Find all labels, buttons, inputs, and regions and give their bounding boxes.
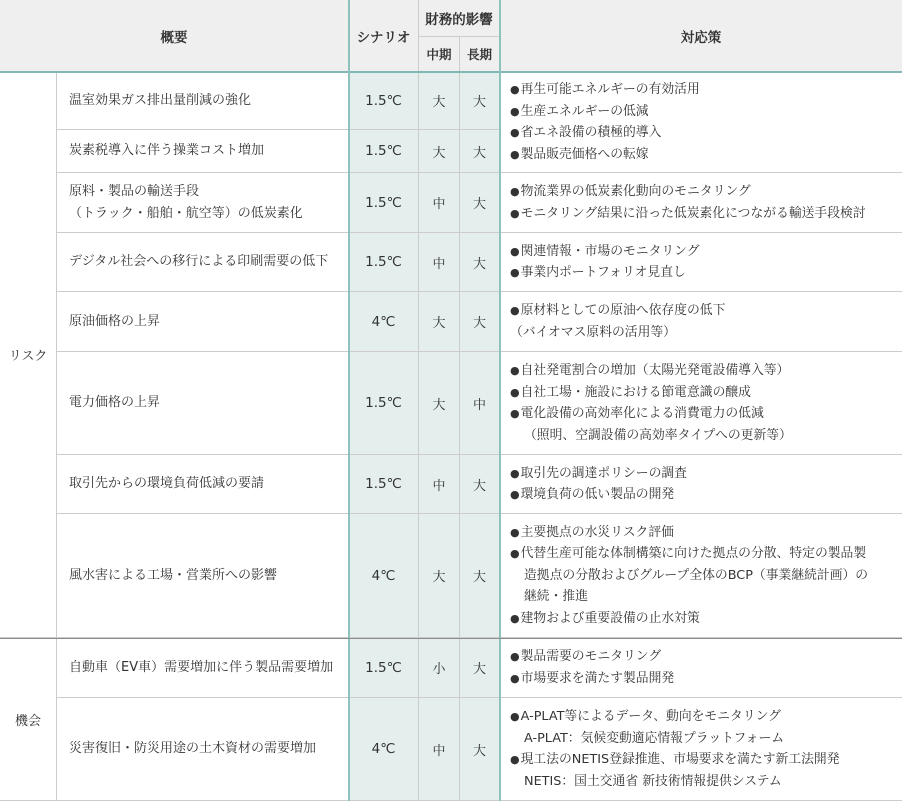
long-term-impact-cell: 大 <box>460 72 500 130</box>
summary-text <box>69 90 251 112</box>
scenario-cell: 1.5℃ <box>349 638 419 698</box>
summary-cell <box>57 292 349 352</box>
measure-item: ● 物流業界の低炭素化動向のモニタリング <box>510 181 902 203</box>
measures-list <box>510 241 902 284</box>
mid-term-impact-cell: 中 <box>419 455 460 514</box>
measures-cell <box>500 352 902 455</box>
summary-line: 取引先からの環境負荷低減の要請 <box>69 476 265 491</box>
category-risk-label: リスク <box>8 349 48 364</box>
header-scenario <box>349 0 419 72</box>
summary-text <box>69 140 264 162</box>
summary-text <box>69 738 316 760</box>
summary-text <box>69 392 160 414</box>
mid-term-impact-cell: 中 <box>419 698 460 801</box>
measures-list <box>510 646 902 689</box>
measures-list <box>510 522 902 630</box>
mid-term-impact-cell: 大 <box>419 514 460 638</box>
header-long-term <box>460 37 500 72</box>
summary-text <box>69 251 328 273</box>
measures-list <box>510 79 902 165</box>
summary-text <box>69 473 264 495</box>
long-term-impact-cell: 大 <box>460 638 500 698</box>
measure-item: ● 取引先の調達ポリシーの調査 <box>510 463 902 485</box>
summary-line: 自動車（EV車）需要増加に伴う製品需要増加 <box>69 659 334 675</box>
mid-term-impact-cell: 大 <box>419 352 460 455</box>
measures-cell <box>500 72 902 173</box>
scenario-cell: 1.5℃ <box>349 130 419 173</box>
summary-cell <box>57 514 349 638</box>
summary-cell <box>57 638 349 698</box>
header-measures-label: 対応策 <box>680 29 722 46</box>
measures-cell <box>500 638 902 698</box>
scenario-cell: 1.5℃ <box>349 72 419 130</box>
measures-cell <box>500 698 902 801</box>
measure-item: ● 市場要求を満たす製品開発 <box>510 668 902 690</box>
summary-line: 原油価格の上昇 <box>69 313 161 329</box>
measures-list <box>510 300 902 343</box>
summary-line: 風水害による工場・営業所への影響 <box>69 567 278 583</box>
header-divider <box>0 71 902 73</box>
summary-cell <box>57 455 349 514</box>
scenario-cell: 1.5℃ <box>349 455 419 514</box>
summary-line: 電力価格の上昇 <box>69 395 161 410</box>
header-measures <box>500 0 902 72</box>
scenario-cell: 1.5℃ <box>349 352 419 455</box>
measures-list <box>510 463 902 506</box>
mid-term-impact-cell: 小 <box>419 638 460 698</box>
measure-item: ● 電化設備の高効率化による消費電力の低減 <box>510 403 902 425</box>
mid-term-impact-cell: 中 <box>419 233 460 292</box>
measures-list <box>510 181 902 224</box>
summary-line: 原料・製品の輸送手段 <box>69 183 200 199</box>
summary-line: 炭素税導入に伴う操業コスト増加 <box>69 143 265 158</box>
scenario-cell: 4℃ <box>349 698 419 801</box>
category-separator <box>0 638 902 639</box>
measure-item: ● 自社発電割合の増加（太陽光発電設備導入等） <box>510 360 902 382</box>
long-term-impact-cell: 大 <box>460 455 500 514</box>
long-term-impact-cell: 大 <box>460 173 500 233</box>
summary-line: 温室効果ガス排出量削減の強化 <box>69 92 252 108</box>
long-term-impact-cell: 大 <box>460 698 500 801</box>
measure-item: ● 原材料としての原油へ依存度の低下 <box>510 300 902 322</box>
summary-line: デジタル社会への移行による印刷需要の低下 <box>69 254 329 269</box>
scenario-cell: 1.5℃ <box>349 233 419 292</box>
measures-cell <box>500 292 902 352</box>
measures-divider-left <box>499 0 501 801</box>
summary-cell <box>57 233 349 292</box>
measures-list <box>510 360 902 446</box>
mid-term-impact-cell: 大 <box>419 130 460 173</box>
summary-cell <box>57 352 349 455</box>
summary-text <box>69 311 160 333</box>
measures-cell <box>500 455 902 514</box>
mid-term-impact-cell: 大 <box>419 72 460 130</box>
long-term-impact-cell: 大 <box>460 292 500 352</box>
scenario-cell: 4℃ <box>349 514 419 638</box>
measure-item: ● 環境負荷の低い製品の開発 <box>510 484 902 506</box>
long-term-impact-cell: 大 <box>460 130 500 173</box>
measure-item: ● 省エネ設備の積極的導入 <box>510 122 902 144</box>
category-opportunity-label: 機会 <box>14 713 41 729</box>
measure-continuation: （照明、空調設備の高効率タイプへの更新等） <box>524 427 792 443</box>
long-term-impact-cell: 中 <box>460 352 500 455</box>
mid-term-impact-cell: 大 <box>419 292 460 352</box>
summary-cell <box>57 130 349 173</box>
measure-continuation: （バイオマス原料の活用等） <box>510 324 676 340</box>
measure-item: ● 再生可能エネルギーの有効活用 <box>510 79 902 101</box>
header-scenario-label: シナリオ <box>356 29 411 46</box>
summary-line: （トラック・船舶・航空等）の低炭素化 <box>69 205 303 221</box>
measure-item: ● 製品販売価格への転嫁 <box>510 144 902 166</box>
category-opportunity <box>0 638 57 801</box>
measures-list <box>510 706 902 792</box>
measure-item: ● 生産エネルギーの低減 <box>510 101 902 123</box>
summary-cell <box>57 698 349 801</box>
header-summary-label: 概要 <box>160 29 188 46</box>
measure-continuation: A-PLAT：気候変動適応情報プラットフォーム <box>524 730 785 746</box>
summary-text <box>69 657 333 679</box>
measure-item: ● 現工法のNETIS登録推進、市場要求を満たす新工法開発 <box>510 749 902 771</box>
measure-item: ● 自社工場・施設における節電意識の醸成 <box>510 382 902 404</box>
header-mid-term-label: 中期 <box>426 47 452 62</box>
measure-item: ● 製品需要のモニタリング <box>510 646 902 668</box>
summary-text <box>69 565 277 587</box>
measures-cell <box>500 173 902 233</box>
measures-cell <box>500 233 902 292</box>
long-term-impact-cell: 大 <box>460 233 500 292</box>
measure-item: ● 代替生産可能な体制構築に向けた拠点の分散、特定の製品製 <box>510 543 902 565</box>
measure-item: ● 事業内ポートフォリオ見直し <box>510 262 902 284</box>
measure-item: ● モニタリング結果に沿った低炭素化につながる輸送手段検討 <box>510 203 902 225</box>
mid-term-impact-cell: 中 <box>419 173 460 233</box>
summary-cell <box>57 72 349 130</box>
measure-item: ● 建物および重要設備の止水対策 <box>510 608 902 630</box>
measure-continuation: 継続・推進 <box>524 589 588 605</box>
header-financial-impact-label: 財務的影響 <box>425 12 493 28</box>
category-risk <box>0 72 57 638</box>
summary-line: 災害復旧・防災用途の土木資材の需要増加 <box>69 741 317 756</box>
summary-text <box>69 181 303 225</box>
scenario-cell: 1.5℃ <box>349 173 419 233</box>
measure-continuation: 造拠点の分散およびグループ全体のBCP（事業継続計画）の <box>524 567 869 583</box>
header-long-term-label: 長期 <box>466 47 492 62</box>
measure-item: ● A-PLAT等によるデータ、動向をモニタリング <box>510 706 902 728</box>
measures-cell <box>500 514 902 638</box>
measure-continuation: NETIS：国土交通省 新技術情報提供システム <box>524 773 782 789</box>
header-financial-impact <box>419 0 500 37</box>
measure-item: ● 関連情報・市場のモニタリング <box>510 241 902 263</box>
header-summary <box>0 0 349 72</box>
scenario-divider-left <box>348 0 350 801</box>
long-term-impact-cell: 大 <box>460 514 500 638</box>
scenario-cell: 4℃ <box>349 292 419 352</box>
summary-cell <box>57 173 349 233</box>
measure-item: ● 主要拠点の水災リスク評価 <box>510 522 902 544</box>
header-mid-term <box>419 37 460 72</box>
